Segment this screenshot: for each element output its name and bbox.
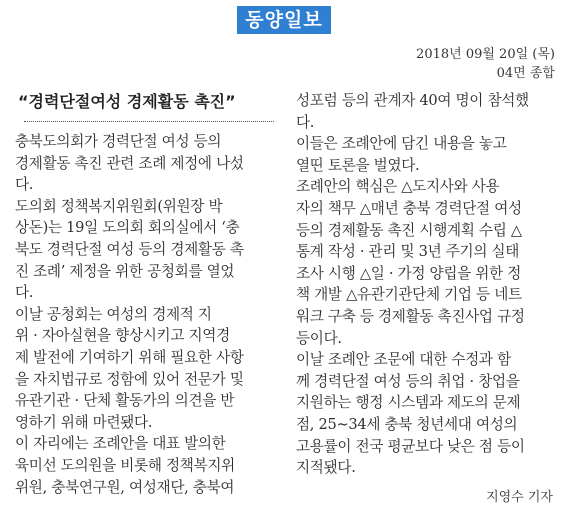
article-column-right: [296, 90, 554, 479]
text-line: 열띤 토론을 벌였다.: [296, 156, 420, 174]
text-line: 도의회 정책복지위원회(위원장 박: [15, 197, 223, 215]
reporter-byline: 지영수 기자: [486, 490, 553, 505]
text-line: 등이다.: [296, 329, 342, 347]
dateline: [416, 45, 555, 83]
text-line: 이들은 조례안에 담긴 내용을 놓고: [296, 135, 507, 153]
text-line: 조사 시행 △일 · 가정 양립을 위한 정: [296, 264, 522, 282]
page-section: 04면 종합: [496, 66, 555, 81]
text-line: 위 · 자아실현을 향상시키고 지역경: [15, 327, 230, 345]
text-line: 제 발전에 기여하기 위해 필요한 사항: [15, 348, 244, 366]
text-line: 워크 구축 등 경제활동 촉진사업 규정: [296, 307, 525, 325]
text-line: 충북도의회가 경력단절 여성 등의: [15, 133, 222, 150]
text-line: 지적됐다.: [296, 459, 356, 477]
text-line: 이 자리에는 조례안을 대표 발의한: [15, 435, 226, 453]
text-line: 고용률이 전국 평균보다 낮은 점 등이: [296, 437, 525, 455]
text-line: 지원하는 행정 시스템과 제도의 문제: [296, 394, 521, 412]
text-line: 등의 경제활동 촉진 시행계획 수립 △: [296, 221, 522, 239]
text-line: 자의 책무 △매년 충북 경력단절 여성: [296, 199, 522, 217]
text-line: 유관기관 · 단체 활동가의 의견을 반: [15, 392, 235, 410]
text-line: 성포럼 등의 관계자 40여 명이 참석했: [296, 92, 529, 109]
publication-date: 2018년 09월 20일 (목): [416, 47, 555, 62]
text-line: 상돈)는 19일 도의회 회의실에서 ‘충: [15, 219, 240, 237]
text-line: 통계 작성 · 관리 및 3년 주기의 실태: [296, 243, 520, 261]
text-line: 께 경력단절 여성 등의 취업 · 창업을: [296, 372, 520, 390]
text-line: 진 조례’ 제정을 위한 공청회를 열었: [15, 262, 235, 280]
text-line: 위원, 충북연구원, 여성재단, 충북여: [15, 478, 235, 496]
article-column-left: [15, 131, 273, 498]
headline-divider: [24, 121, 274, 122]
text-line: 영하기 위해 마련됐다.: [15, 413, 153, 431]
text-line: 조례안의 핵심은 △도지사와 사용: [296, 178, 500, 196]
text-line: 을 자치법규로 정함에 있어 전문가 및: [15, 370, 244, 388]
text-line: 다.: [15, 284, 34, 302]
text-line: 이날 공청회는 여성의 경제적 지: [15, 305, 212, 323]
text-line: 북도 경력단절 여성 등의 경제활동 촉: [15, 240, 244, 258]
text-line: 이날 조례안 조문에 대한 수정과 함: [296, 351, 511, 369]
article-headline: “경력단절여성 경제활동 촉진”: [18, 92, 236, 111]
text-line: 책 개발 △유관기관단체 기업 등 네트: [296, 286, 522, 304]
text-line: 다.: [15, 176, 34, 194]
text-line: 점, 25~34세 충북 청년세대 여성의: [296, 415, 518, 433]
text-line: 다.: [296, 113, 315, 131]
text-line: 육미선 도의원을 비롯해 정책복지위: [15, 456, 235, 474]
newspaper-masthead: 동양일보: [237, 6, 331, 34]
text-line: 경제활동 촉진 관련 조례 제정에 나섰: [15, 154, 244, 172]
